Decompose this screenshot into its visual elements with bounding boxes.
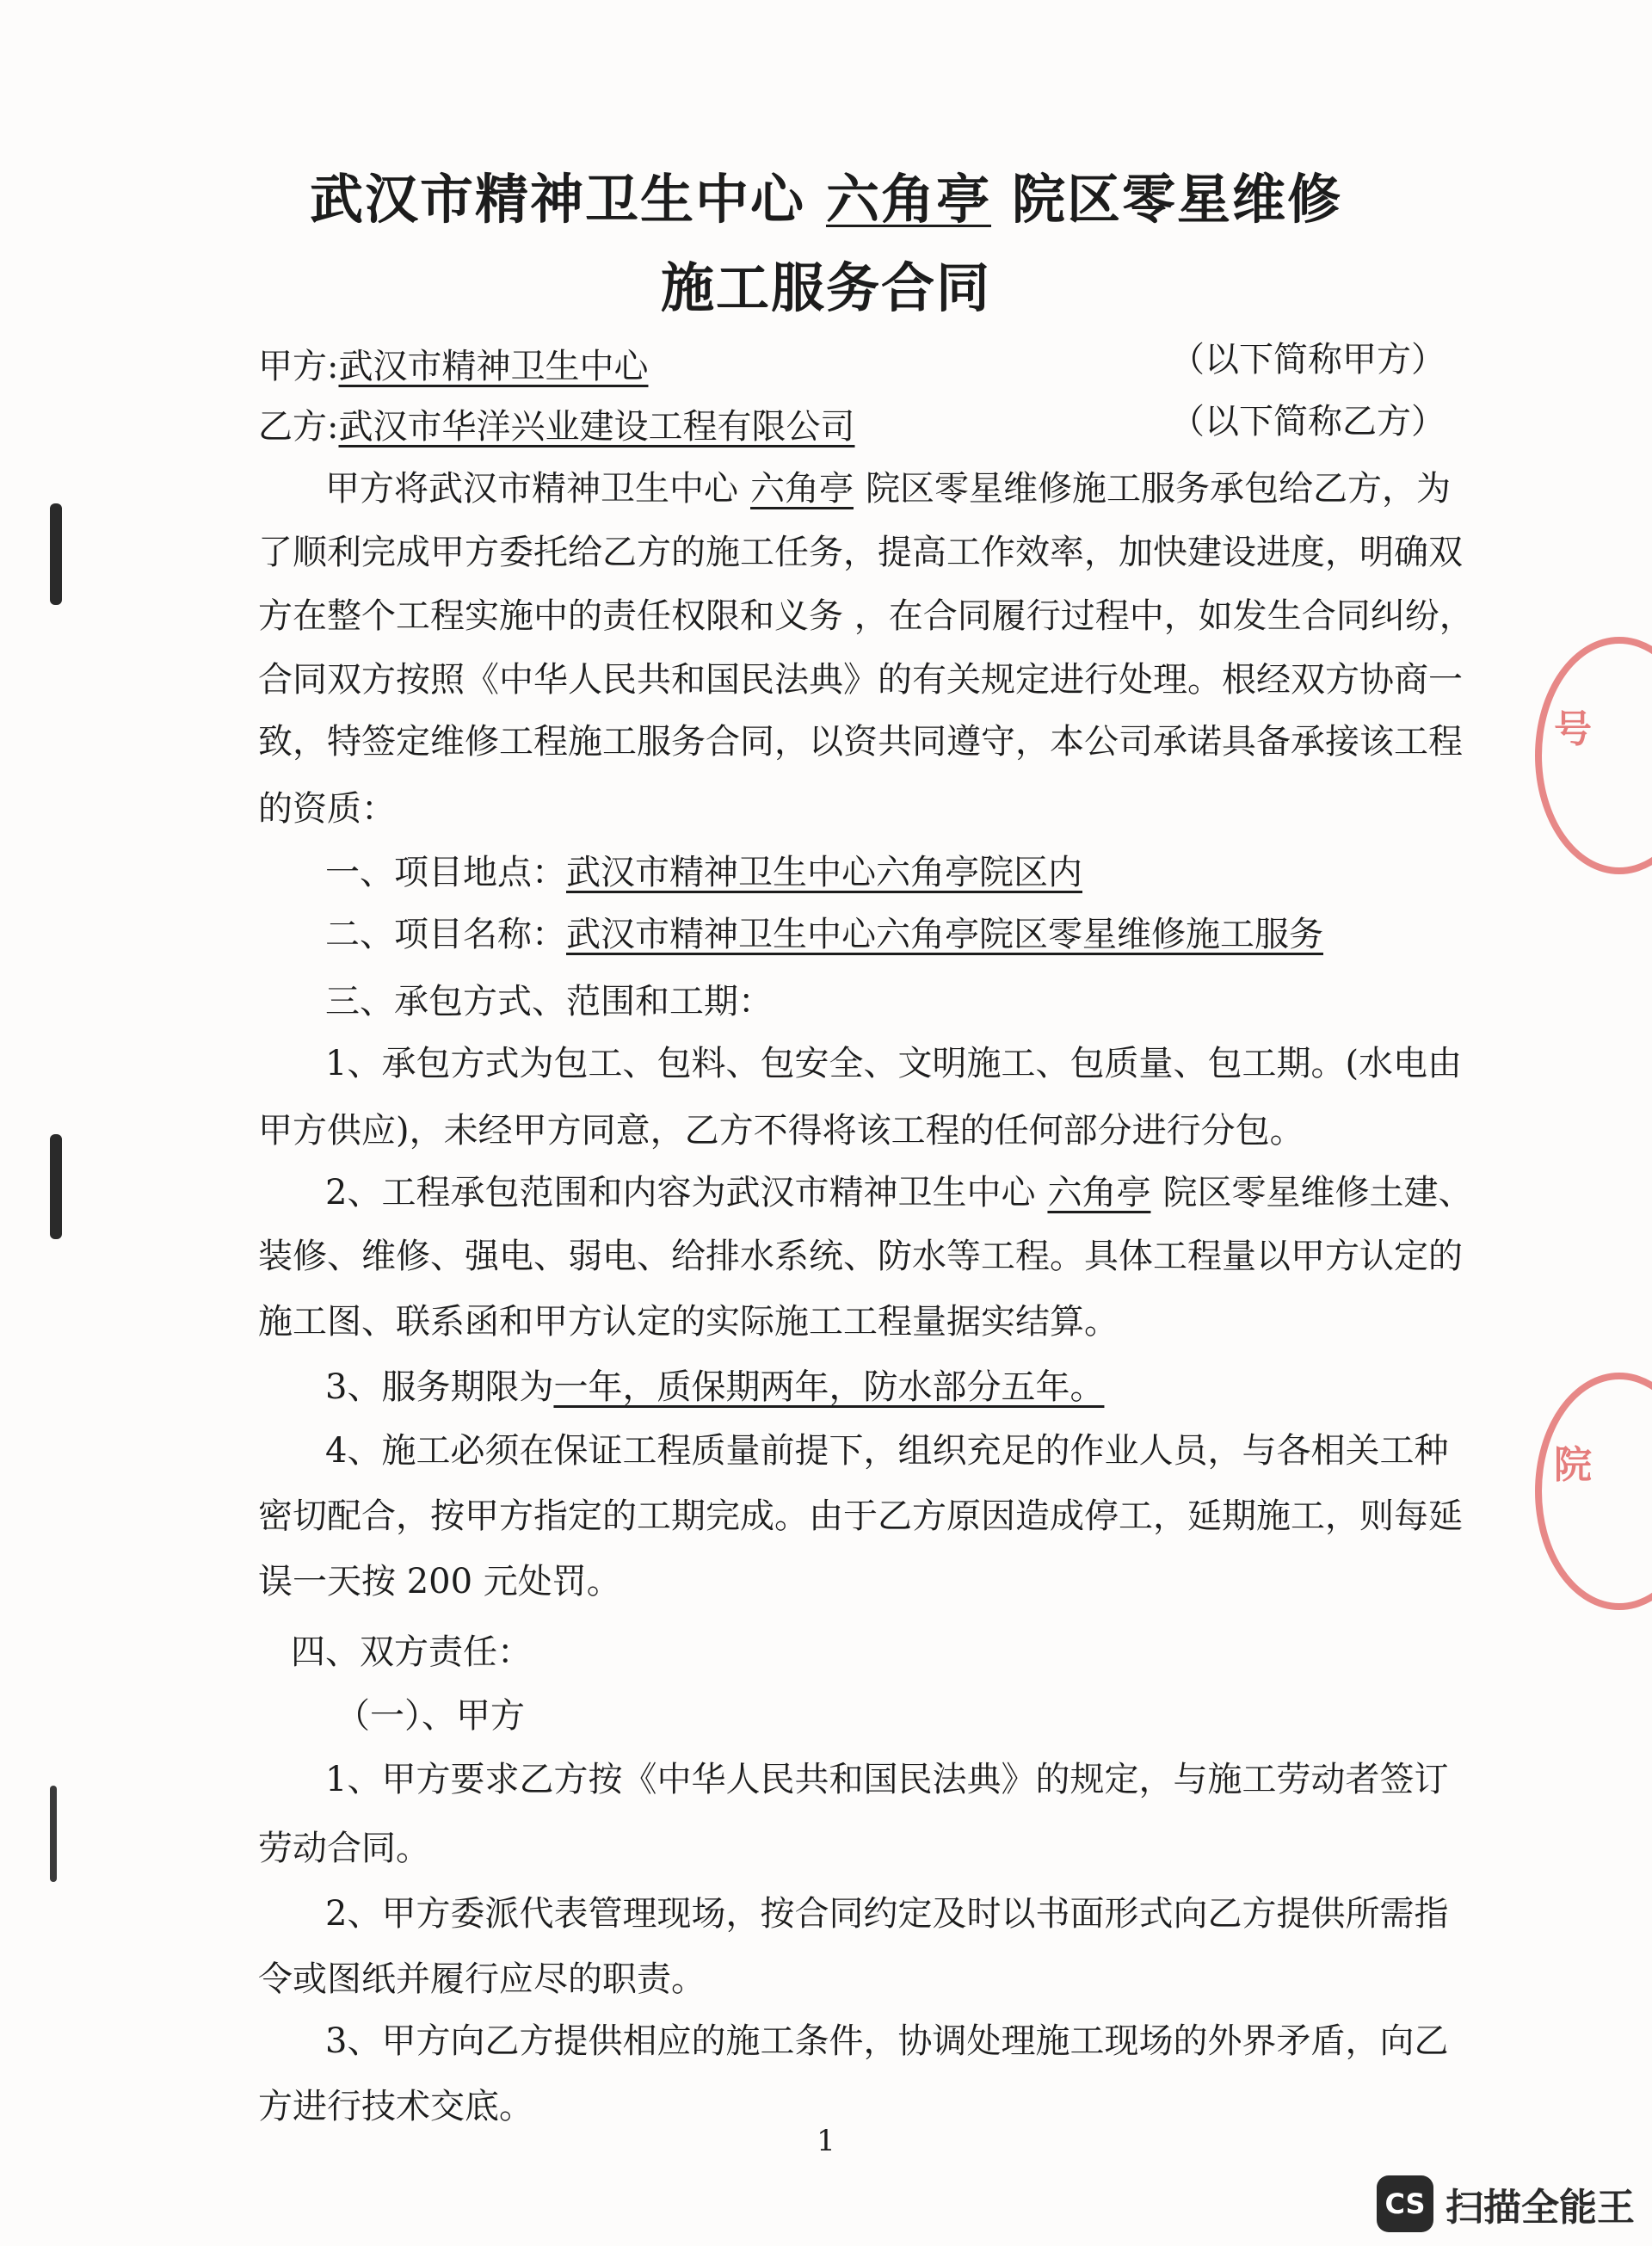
- clause-line: 误一天按 200 元处罚。: [258, 1562, 621, 1601]
- red-seal: [1535, 1373, 1652, 1610]
- clause-line: 装修、维修、强电、弱电、给排水系统、防水等工程。具体工程量以甲方认定的: [258, 1237, 1463, 1276]
- clause-line: 4、施工必须在保证工程质量前提下，组织充足的作业人员，与各相关工种: [325, 1431, 1449, 1471]
- clause-line: 3、服务期限为一年，质保期两年，防水部分五年。: [325, 1367, 1105, 1407]
- party-b-note: （以下简称乙方）: [1170, 402, 1446, 441]
- clause-line: 甲方供应)，未经甲方同意，乙方不得将该工程的任何部分进行分包。: [258, 1111, 1304, 1151]
- clause-line: 令或图纸并履行应尽的职责。: [258, 1959, 706, 1999]
- document-subtitle: 施工服务合同: [660, 256, 991, 319]
- document-title: 武汉市精神卫生中心 六角亭 院区零星维修: [309, 168, 1343, 231]
- intro-line: 甲方将武汉市精神卫生中心 六角亭 院区零星维修施工服务承包给乙方，为: [325, 469, 1451, 509]
- party-a: 甲方:武汉市精神卫生中心: [258, 347, 649, 386]
- red-seal: [1535, 637, 1652, 874]
- intro-line: 致，特签定维修工程施工服务合同，以资共同遵守，本公司承诺具备承接该工程: [258, 722, 1463, 762]
- section-heading: 四、双方责任：: [291, 1632, 532, 1672]
- watermark-text: 扫描全能王: [1446, 2186, 1635, 2230]
- party-a-note: （以下简称甲方）: [1170, 340, 1446, 379]
- page-number: 1: [817, 2124, 835, 2158]
- subsection-heading: （一）、甲方: [336, 1696, 525, 1736]
- binding-mark: [50, 1134, 62, 1239]
- clause-line: 2、甲方委派代表管理现场，按合同约定及时以书面形式向乙方提供所需指: [325, 1894, 1449, 1934]
- seal-text: 号: [1554, 707, 1592, 751]
- party-b: 乙方:武汉市华洋兴业建设工程有限公司: [258, 407, 855, 447]
- intro-line: 方在整个工程实施中的责任权限和义务 ，在合同履行过程中，如发生合同纠纷，: [258, 596, 1474, 636]
- seal-text: 院: [1554, 1443, 1592, 1487]
- clause-line: 密切配合，按甲方指定的工期完成。由于乙方原因造成停工，延期施工，则每延: [258, 1496, 1463, 1536]
- clause-line: 施工图、联系函和甲方认定的实际施工工程量据实结算。: [258, 1302, 1119, 1342]
- clause-line: 3、甲方向乙方提供相应的施工条件，协调处理施工现场的外界矛盾，向乙: [325, 2021, 1449, 2061]
- section-heading: 三、承包方式、范围和工期：: [325, 982, 773, 1021]
- clause-line: 1、承包方式为包工、包料、包安全、文明施工、包质量、包工期。(水电由: [325, 1044, 1463, 1083]
- clause-line: 方进行技术交底。: [258, 2087, 533, 2126]
- clause-line: 1、甲方要求乙方按《中华人民共和国民法典》的规定，与施工劳动者签订: [325, 1760, 1449, 1799]
- binding-mark: [50, 503, 62, 605]
- clause-line: 2、工程承包范围和内容为武汉市精神卫生中心 六角亭 院区零星维修土建、: [325, 1173, 1473, 1212]
- intro-line: 的资质：: [258, 789, 396, 829]
- project-name: 二、项目名称：武汉市精神卫生中心六角亭院区零星维修施工服务: [325, 915, 1323, 954]
- project-location: 一、项目地点：武汉市精神卫生中心六角亭院区内: [325, 853, 1082, 892]
- binding-mark: [50, 1786, 57, 1882]
- scanner-watermark: [1377, 2170, 1635, 2237]
- intro-line: 了顺利完成甲方委托给乙方的施工任务，提高工作效率，加快建设进度，明确双: [258, 533, 1463, 572]
- clause-line: 劳动合同。: [258, 1829, 430, 1868]
- camscanner-icon: CS: [1377, 2175, 1433, 2232]
- intro-line: 合同双方按照《中华人民共和国民法典》的有关规定进行处理。根经双方协商一: [258, 660, 1463, 700]
- campus-name: 六角亭: [825, 168, 991, 231]
